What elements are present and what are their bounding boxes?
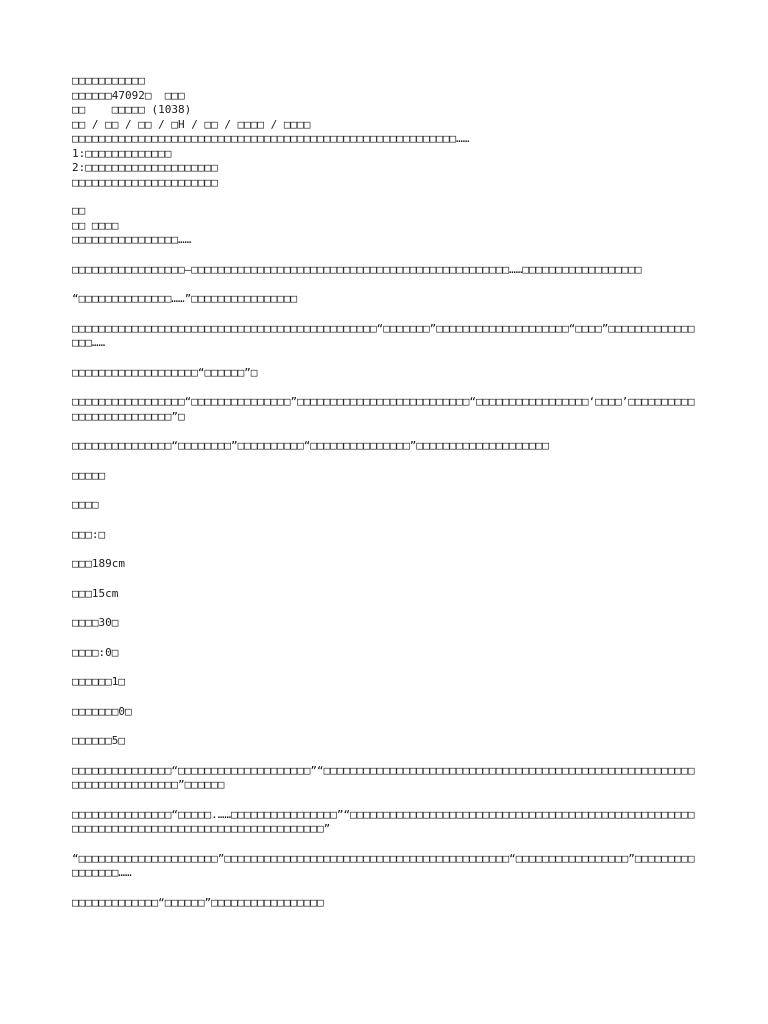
stat-line-length: □□□15cm [72, 586, 119, 600]
stat-line: □□□:□ [72, 527, 106, 541]
summary-line: □□□□□□□□□□□□□□□□□□□□□□□□□□□□□□□□□□□□□□□□□□□□□□□□□□□□□□□□□□…… [72, 132, 470, 145]
section-heading: □□ [72, 204, 86, 217]
section-subheading: □□ □□□□ [72, 218, 119, 232]
meta-line: □□□□□□47092□ □□□ [72, 88, 185, 102]
paragraph: □□□□□□□□□□□□□□□□□—□□□□□□□□□□□□□□□□□□□□□□□□□□□□□□□□□□□□□□□□□□□□□□□□……□□□□□□□□□□□□□□□□□□ [72, 262, 642, 276]
site-title: □□□□□□□□□□□ [72, 74, 145, 87]
dialogue-paragraph: □□□□□□□□□□□□□“□□□□□□”□□□□□□□□□□□□□□□□□ [72, 895, 324, 909]
stat-line-height: □□□189cm [72, 557, 125, 570]
paragraph: □□□□□□□□□□□□□□□“□□□□□□□□”□□□□□□□□□□“□□□□□□□□□□□□□□□”□□□□□□□□□□□□□□□□□□□□ [72, 439, 549, 452]
stat-line-count: □□□□:0□ [72, 645, 119, 659]
dialogue-paragraph: □□□□□□□□□□□□□□□“□□□□□□□□□□□□□□□□□□□□”“□□□□□□□□□□□□□□□□□□□□□□□□□□□□□□□□□□□□□□□□□□□□□□□□□□□□□□□□□□□□□□□□□□□□□□□□”□□□□□□ [72, 763, 695, 791]
stat-line-count: □□□□□□5□ [72, 734, 125, 747]
meta-line-count: □□ □□□□□ (1038) [72, 103, 192, 116]
stat-line-duration: □□□□30□ [72, 616, 119, 629]
dialogue-paragraph: □□□□□□□□□□□□□□□“□□□□□.……□□□□□□□□□□□□□□□□”“□□□□□□□□□□□□□□□□□□□□□□□□□□□□□□□□□□□□□□□□□□□□□□□□□□□□□□□□□□□□□□□□□□□□□□□□□□□□□□□□□□□□□□□□□□” [72, 807, 695, 835]
paragraph: □□□□□□□□□□□□□□□□□□□“□□□□□□”□ [72, 365, 258, 379]
list-item-1: 1:□□□□□□□□□□□□□ [72, 146, 172, 160]
list-item-2: 2:□□□□□□□□□□□□□□□□□□□□ [72, 161, 218, 174]
list-item-3: □□□□□□□□□□□□□□□□□□□□□□ [72, 175, 218, 189]
stat-line-count: □□□□□□□0□ [72, 704, 132, 718]
document-page [72, 74, 698, 910]
paragraph: □□□□□□□□□□□□□□□□□“□□□□□□□□□□□□□□□”□□□□□□□□□□□□□□□□□□□□□□□□□□“□□□□□□□□□□□□□□□□□‘□□□□’□□□□□□□□□□□□□□□□□□□□□□□□□”□ [72, 395, 695, 423]
breadcrumb[interactable]: □□ / □□ / □□ / □H / □□ / □□□□ / □□□□ [72, 117, 311, 131]
section-intro: □□□□□□□□□□□□□□□□…… [72, 233, 192, 246]
paragraph: “□□□□□□□□□□□□□□……”□□□□□□□□□□□□□□□□ [72, 292, 298, 305]
dialogue-paragraph: “□□□□□□□□□□□□□□□□□□□□□”□□□□□□□□□□□□□□□□□□□□□□□□□□□□□□□□□□□□□□□□□□□“□□□□□□□□□□□□□□□□□”□□□□□□□□□□□□□□□□…… [72, 851, 695, 879]
stats-title: □□□□□ [72, 468, 106, 482]
stat-line-count: □□□□□□1□ [72, 675, 125, 688]
stats-subtitle: □□□□ [72, 498, 99, 511]
paragraph: □□□□□□□□□□□□□□□□□□□□□□□□□□□□□□□□□□□□□□□□□□□□□□“□□□□□□□”□□□□□□□□□□□□□□□□□□□□“□□□□”□□□□□□□□□□□□□□□□…… [72, 321, 695, 349]
